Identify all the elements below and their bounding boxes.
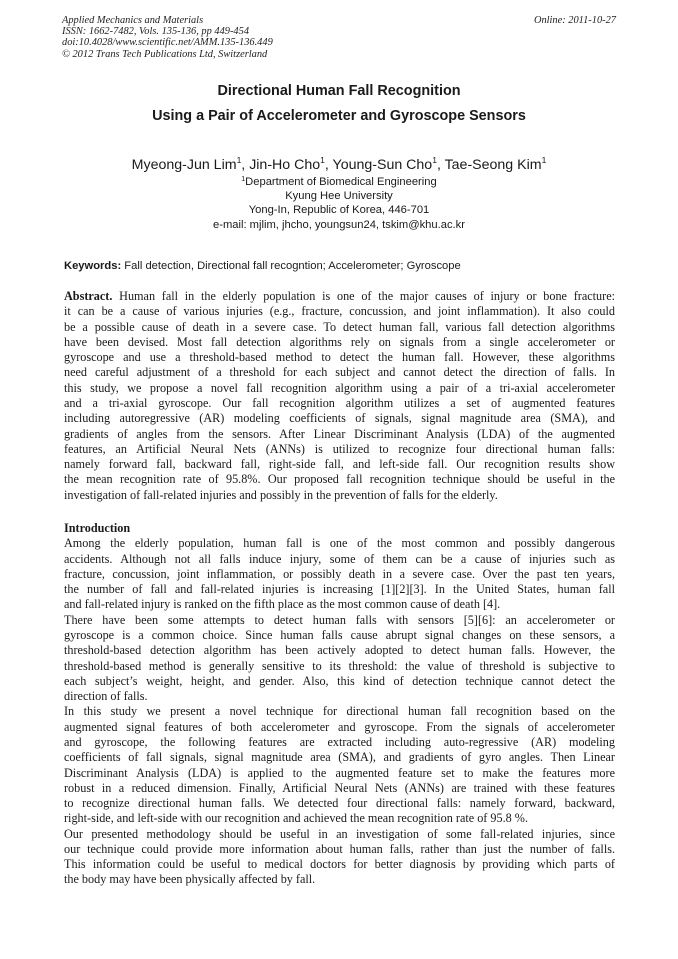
author-name: Jin-Ho Cho [249, 157, 321, 173]
intro-line: This information could be useful to medical doctors for better diagnosis by providing which parts of [64, 857, 615, 872]
intro-line: coefficients of fall signals, signal magnitude area (SMA), and gradients of gyro angles. Then Linear [64, 750, 615, 765]
intro-line: our technique could provide more information about human falls, rather than just the number of falls. [64, 841, 615, 856]
intro-line: augmented signal features of both accelerometer and gyroscope. From the signals of accelerometer [64, 719, 615, 734]
author-separator: , [436, 157, 445, 173]
keywords-line [64, 259, 616, 273]
abstract-label: Abstract. [64, 289, 113, 303]
author-affiliation-mark: 1 [432, 155, 437, 165]
author-affiliation-mark: 1 [320, 155, 325, 165]
abstract-line: this study, we propose a novel fall recognition algorithm using a pair of a tri-axial accelerometer [64, 380, 615, 395]
abstract-line: investigation of fall-related injuries and possibly in the prevention of falls for the elderly. [64, 487, 498, 502]
intro-line: In this study we present a novel technique for directional human fall recognition based on the [64, 704, 615, 719]
affiliation-mark: 1 [241, 176, 246, 183]
intro-line: threshold-based detection algorithm has been actively adopted to detect human falls. However, the [64, 643, 615, 658]
introduction-section [64, 521, 615, 888]
author-separator: , [324, 157, 333, 173]
abstract-line: have been devised. Most fall detection algorithms rely on signals from a single accelerometer or [64, 334, 615, 349]
online-date: Online: 2011-10-27 [533, 15, 616, 26]
author-name: Tae-Seong Kim [444, 157, 542, 173]
email-line: e-mail: mjlim, jhcho, youngsun24, tskim@khu.ac.kr [213, 218, 465, 231]
department-line [40, 173, 638, 189]
keywords-label: Keywords: [64, 260, 122, 272]
abstract-line: need careful adjustment of a threshold for each subject and cannot detect the direction of falls. In [64, 365, 615, 380]
introduction-heading-text: Introduction [64, 521, 131, 535]
journal-header [62, 15, 616, 60]
author-list [40, 151, 638, 174]
abstract-line: including autoregressive (AR) modeling coefficients of signals, signal magnitude area (SMA), and [64, 411, 615, 426]
intro-line: Among the elderly population, human fall is one of the most common and possibly dangerous [64, 536, 615, 551]
author-separator: , [241, 157, 250, 173]
intro-line: There have been some attempts to detect human falls with sensors [5][6]: an accelerometer or [64, 612, 615, 627]
abstract-line: namely forward fall, backward fall, right-side fall, and left-side fall. Our recognition results show [64, 457, 615, 472]
intro-line: accidents. Although not all falls induce injury, some of them can be a cause of injuries such as [64, 551, 615, 566]
abstract-line: features, an Artificial Neural Nets (ANNs) is utilized to recognize four directional human falls: [64, 441, 615, 456]
intro-line: the number of fall and fall-related injuries is increasing [1][2][3]. In the United States, human fall [64, 582, 615, 597]
intro-line: right-side, and left-side with our recognition and achieved the mean recognition rate of 95.8 %. [64, 811, 528, 826]
affiliation-block [40, 173, 638, 232]
intro-line: to recognize directional human falls. We detected four directional falls: namely forward, backward, [64, 796, 615, 811]
journal-name: Applied Mechanics and Materials [62, 15, 204, 26]
intro-line: robust in a reduced dimension. Finally, Artificial Neural Nets (ANNs) are trained with these features [64, 780, 615, 795]
paper-title-line-1: Directional Human Fall Recognition [217, 83, 461, 99]
copyright-line: © 2012 Trans Tech Publications Ltd, Switzerland [62, 48, 268, 60]
intro-line: gyroscope is a common choice. Since human falls cause abrupt signal changes on these sensors, a [64, 627, 615, 642]
intro-line: and gyroscope, the following features are extracted including auto-regressive (AR) modeling [64, 734, 615, 749]
abstract-line [64, 289, 615, 304]
abstract-line: it can be a cause of various injuries (e.g., fracture, concussion, and joint inflammation). It also could [64, 304, 615, 319]
author-affiliation-mark: 1 [541, 155, 547, 165]
introduction-heading [64, 521, 615, 536]
intro-line: the body may have been physically affected by fall. [64, 872, 316, 887]
abstract-line: gyroscope and use a threshold-based method to detect the human fall. However, these algorithms [64, 350, 615, 365]
author-name: Young-Sun Cho [332, 157, 433, 173]
doi-line: doi:10.4028/www.scientific.net/AMM.135-136.449 [62, 37, 273, 49]
department-name: Department of Biomedical Engineering [245, 176, 437, 188]
author-name: Myeong-Jun Lim [131, 157, 237, 173]
university-name: Kyung Hee University [285, 190, 393, 203]
abstract-first-line-text: Human fall in the elderly population is one of the major causes of injury or bone fracture: [112, 289, 615, 303]
intro-line: direction of falls. [64, 689, 148, 704]
intro-line: each subject’s weight, height, and gender. Also, this kind of detection technique cannot detect the [64, 673, 615, 688]
intro-line: and fall-related injury is ranked on the fifth place as the most common cause of death [4]. [64, 597, 501, 612]
intro-line: threshold-based method is generally sensitive to its threshold: the value of threshold is subjective to [64, 658, 615, 673]
intro-line: Discriminant Analysis (LDA) is applied to the augmented feature set to make the features more [64, 765, 615, 780]
address-line: Yong-In, Republic of Korea, 446-701 [248, 204, 430, 217]
intro-line: fracture, concussion, joint inflammation, or possibly death in a severe case. Over the past ten years, [64, 566, 615, 581]
abstract-line: the mean recognition rate of 95.8%. Our proposed fall recognition technique should be useful in the [64, 472, 615, 487]
abstract-line: gradients of angles from the sensors. After Linear Discriminant Analysis (LDA) of the augmented [64, 426, 615, 441]
issn-line: ISSN: 1662-7482, Vols. 135-136, pp 449-454 [62, 26, 250, 38]
abstract-line: be a possible cause of death in a severe case. To detect human fall, various fall detection algorithms [64, 319, 615, 334]
paper-title-line-2: Using a Pair of Accelerometer and Gyroscope Sensors [152, 108, 526, 124]
intro-line: Our presented methodology should be useful in an investigation of some fall-related injuries, since [64, 826, 615, 841]
abstract-line: and a tri-axial gyroscope. Our fall recognition algorithm utilizes a set of augmented features [64, 395, 615, 410]
keywords-text: Fall detection, Directional fall recogntion; Accelerometer; Gyroscope [121, 260, 461, 272]
abstract-section [64, 289, 615, 503]
author-affiliation-mark: 1 [236, 155, 242, 165]
